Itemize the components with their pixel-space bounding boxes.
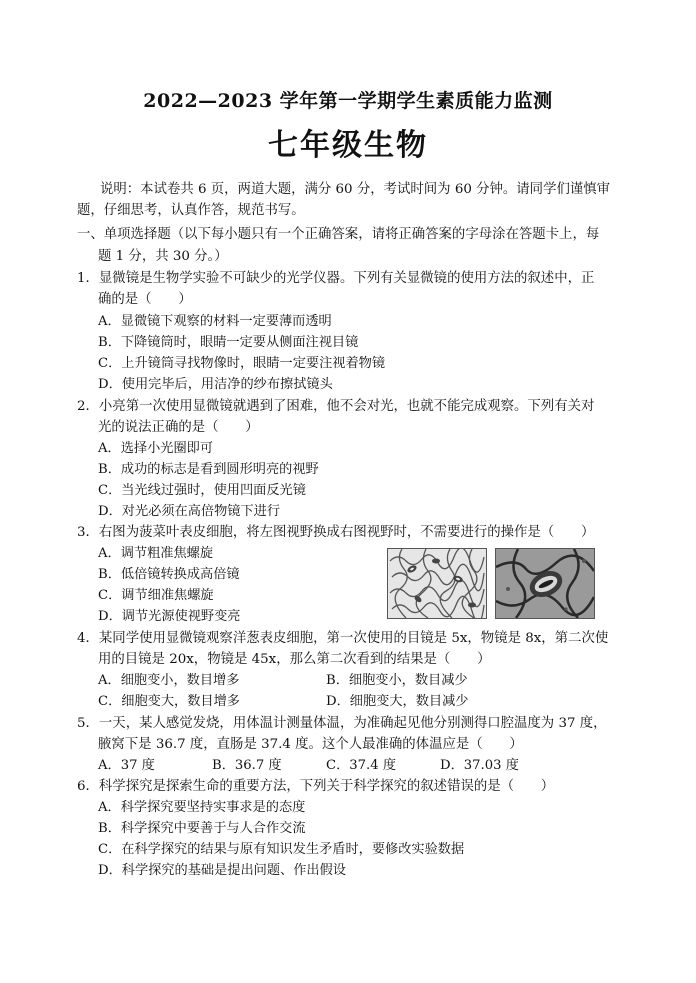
question-5-option-d: D．37.03 度	[440, 758, 519, 773]
question-2-option-c: C．当光线过强时，使用凹面反光镜	[98, 483, 306, 498]
question-3-stem: 3．右图为菠菜叶表皮细胞，将左图视野换成右图视野时，不需要进行的操作是（ ）	[77, 525, 595, 540]
exam-title: 2022—2023 学年第一学期学生素质能力监测	[143, 90, 553, 112]
question-3-option-d: D．调节光源使视野变亮	[98, 609, 241, 624]
question-2-option-b: B．成功的标志是看到圆形明亮的视野	[98, 462, 319, 477]
question-1-stem: 1．显微镜是生物学实验不可缺少的光学仪器。下列有关显微镜的使用方法的叙述中，正	[77, 271, 595, 286]
question-2-option-a: A．选择小光圈即可	[98, 441, 214, 456]
question-4-option-a: A．细胞变小，数目增多	[98, 673, 240, 688]
question-4-option-b: B．细胞变小，数目减少	[326, 673, 468, 688]
question-6-option-b: B．科学探究中要善于与人合作交流	[98, 821, 306, 836]
question-3-option-b: B．低倍镜转换成高倍镜	[98, 567, 240, 582]
micrograph-low-power-image	[387, 548, 487, 619]
question-2-stem: 2．小亮第一次使用显微镜就遇到了困难，他不会对光，也就不能完成观察。下列有关对	[77, 399, 595, 414]
question-5-option-c: C．37.4 度	[326, 758, 397, 773]
question-3-option-a: A．调节粗准焦螺旋	[98, 546, 214, 561]
question-2-stem-cont: 光的说法正确的是（ ）	[98, 420, 259, 435]
question-6-option-d: D．科学探究的基础是提出问题、作出假设	[98, 863, 346, 878]
question-4-option-c: C．细胞变大，数目增多	[98, 694, 240, 709]
question-5-option-b: B．36.7 度	[212, 758, 282, 773]
question-5-option-a: A．37 度	[98, 758, 155, 773]
question-3-option-c: C．调节细准焦螺旋	[98, 588, 214, 603]
micrograph-high-power-image	[495, 548, 595, 619]
instructions-line-1: 说明：本试卷共 6 页，两道大题，满分 60 分，考试时间为 60 分钟。请同学们谨慎审	[100, 182, 611, 197]
question-1-option-c: C．上升镜筒寻找物像时，眼睛一定要注视着物镜	[98, 356, 386, 371]
question-5-stem-cont: 腋窝下是 36.7 度，直肠是 37.4 度。这个人最准确的体温应是（ ）	[98, 737, 523, 752]
question-2-option-d: D．对光必须在高倍物镜下进行	[98, 504, 281, 519]
question-1-option-a: A．显微镜下观察的材料一定要薄而透明	[98, 314, 332, 329]
question-1-option-d: D．使用完毕后，用洁净的纱布擦拭镜头	[98, 377, 333, 392]
question-4-option-d: D．细胞变大，数目减少	[326, 694, 469, 709]
instructions-line-2: 题，仔细思考，认真作答，规范书写。	[77, 203, 305, 218]
question-4-stem-cont: 用的目镜是 20x，物镜是 45x，那么第二次看到的结果是（ ）	[98, 652, 491, 667]
question-1-stem-cont: 确的是（ ）	[98, 292, 192, 307]
section-heading-line-1: 一、单项选择题（以下每小题只有一个正确答案，请将正确答案的字母涂在答题卡上，每	[77, 227, 600, 242]
question-6-stem: 6．科学探究是探索生命的重要方法，下列关于科学探究的叙述错误的是（ ）	[77, 779, 555, 794]
question-4-stem: 4．某同学使用显微镜观察洋葱表皮细胞，第一次使用的目镜是 5x，物镜是 8x，第二次使	[77, 631, 609, 646]
section-heading-line-2: 题 1 分，共 30 分。）	[98, 249, 228, 264]
question-5-stem: 5．一天，某人感觉发烧，用体温计测量体温，为准确起见他分别测得口腔温度为 37 度，	[77, 716, 607, 731]
subject-title: 七年级生物	[268, 128, 428, 163]
question-6-option-c: C．在科学探究的结果与原有知识发生矛盾时，要修改实验数据	[98, 842, 465, 857]
question-6-option-a: A．科学探究要坚持实事求是的态度	[98, 800, 306, 815]
question-1-option-b: B．下降镜筒时，眼睛一定要从侧面注视目镜	[98, 335, 359, 350]
